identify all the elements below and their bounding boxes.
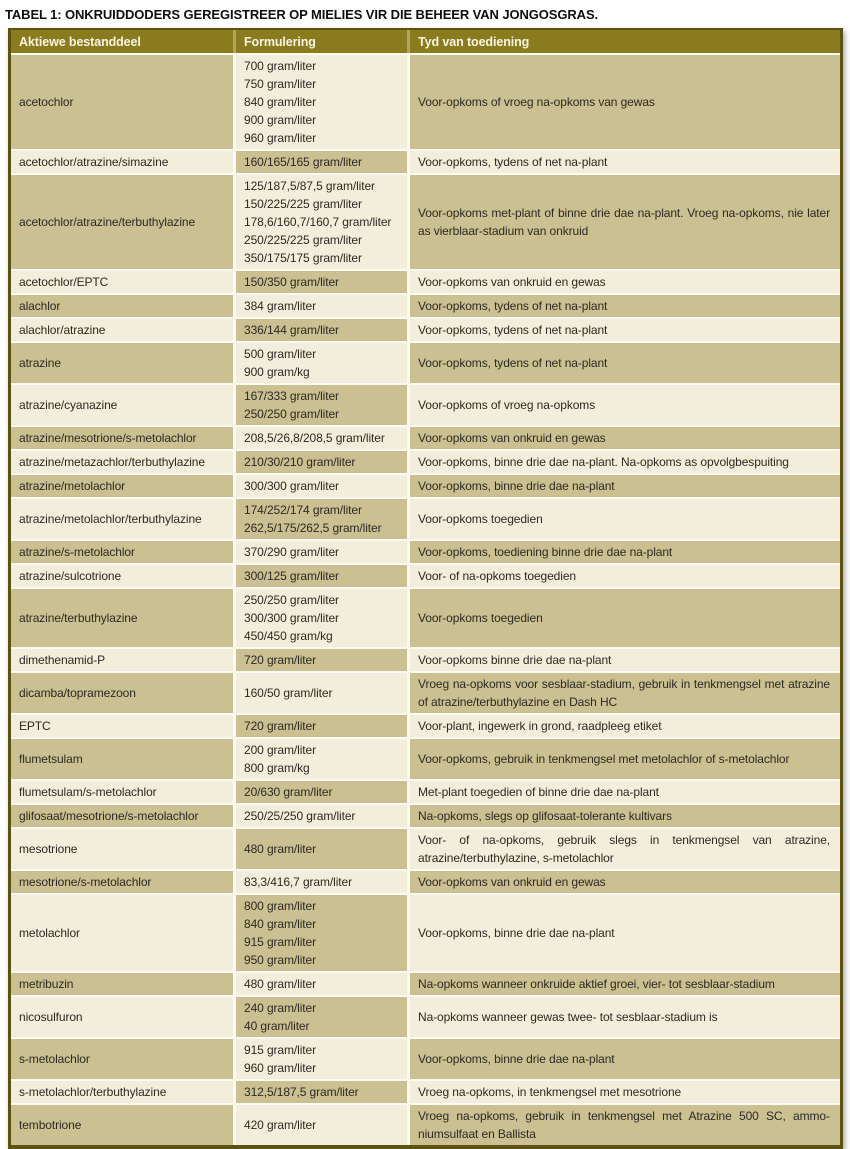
table-row bbox=[11, 827, 840, 869]
formulation-cell bbox=[233, 647, 407, 671]
formulation-line: 83,3/416,7 gram/liter bbox=[244, 875, 352, 889]
formulation-line: 915 gram/liter bbox=[244, 935, 316, 949]
formulation-cell bbox=[233, 827, 407, 869]
active-ingredient-cell: flumetsulam bbox=[11, 737, 233, 779]
table-row bbox=[11, 539, 840, 563]
table-body bbox=[11, 53, 840, 1145]
timing-cell: Voor-opkoms of vroeg na-opkoms van gewas bbox=[407, 53, 840, 149]
active-ingredient-cell: alachlor/atrazine bbox=[11, 317, 233, 341]
active-ingredient-cell: dicamba/topramezoon bbox=[11, 671, 233, 713]
table-row bbox=[11, 779, 840, 803]
formulation-line: 960 gram/liter bbox=[244, 1061, 316, 1075]
timing-cell: Voor-opkoms met-plant of binne drie dae na-plant. Vroeg na-opkoms, nie later as vierblaar-stadium van onkruid bbox=[407, 173, 840, 269]
table-row bbox=[11, 1079, 840, 1103]
active-ingredient-cell: atrazine bbox=[11, 341, 233, 383]
active-ingredient-cell: EPTC bbox=[11, 713, 233, 737]
formulation-line: 40 gram/liter bbox=[244, 1019, 310, 1033]
active-ingredient-cell: acetochlor bbox=[11, 53, 233, 149]
active-ingredient-cell: mesotrione/s-metolachlor bbox=[11, 869, 233, 893]
formulation-line: 900 gram/kg bbox=[244, 365, 310, 379]
formulation-cell bbox=[233, 737, 407, 779]
formulation-line: 750 gram/liter bbox=[244, 77, 316, 91]
formulation-cell bbox=[233, 149, 407, 173]
table-row bbox=[11, 803, 840, 827]
active-ingredient-cell: acetochlor/EPTC bbox=[11, 269, 233, 293]
formulation-line: 250/250 gram/liter bbox=[244, 407, 339, 421]
formulation-line: 336/144 gram/liter bbox=[244, 323, 339, 337]
timing-cell: Voor-opkoms, binne drie dae na-plant bbox=[407, 473, 840, 497]
timing-cell: Voor-opkoms, gebruik in tenkmengsel met metolachlor of s-metolachlor bbox=[407, 737, 840, 779]
active-ingredient-cell: acetochlor/atrazine/simazine bbox=[11, 149, 233, 173]
table-row bbox=[11, 317, 840, 341]
active-ingredient-cell: s-metolachlor/terbuthylazine bbox=[11, 1079, 233, 1103]
table-row bbox=[11, 971, 840, 995]
timing-cell: Vroeg na-opkoms, gebruik in tenkmengsel met Atrazine 500 SC, ammoniumsulfaat en Ballista bbox=[407, 1103, 840, 1145]
table-row bbox=[11, 671, 840, 713]
timing-cell: Vroeg na-opkoms voor sesblaar-stadium, gebruik in tenkmengsel met atrazine of atrazine/terbuthylazine en Dash HC bbox=[407, 671, 840, 713]
formulation-cell bbox=[233, 341, 407, 383]
formulation-cell bbox=[233, 539, 407, 563]
formulation-cell bbox=[233, 269, 407, 293]
formulation-cell bbox=[233, 449, 407, 473]
active-ingredient-cell: atrazine/terbuthylazine bbox=[11, 587, 233, 647]
formulation-line: 450/450 gram/kg bbox=[244, 629, 333, 643]
formulation-line: 208,5/26,8/208,5 gram/liter bbox=[244, 431, 385, 445]
active-ingredient-cell: atrazine/metolachlor bbox=[11, 473, 233, 497]
formulation-line: 262,5/175/262,5 gram/liter bbox=[244, 521, 382, 535]
formulation-cell bbox=[233, 53, 407, 149]
table-row bbox=[11, 449, 840, 473]
timing-cell: Voor-plant, ingewerk in grond, raadpleeg etiket bbox=[407, 713, 840, 737]
table-row bbox=[11, 869, 840, 893]
formulation-cell bbox=[233, 425, 407, 449]
formulation-line: 250/250 gram/liter bbox=[244, 593, 339, 607]
timing-cell: Vroeg na-opkoms, in tenkmengsel met mesotrione bbox=[407, 1079, 840, 1103]
table-row bbox=[11, 269, 840, 293]
formulation-line: 240 gram/liter bbox=[244, 1001, 316, 1015]
page-title: TABEL 1: ONKRUIDDODERS GEREGISTREER OP MIELIES VIR DIE BEHEER VAN JONGOSGRAS. bbox=[5, 7, 599, 22]
timing-cell: Voor-opkoms binne drie dae na-plant bbox=[407, 647, 840, 671]
active-ingredient-cell: dimethenamid-P bbox=[11, 647, 233, 671]
table-row bbox=[11, 995, 840, 1037]
table-row bbox=[11, 473, 840, 497]
formulation-cell bbox=[233, 1103, 407, 1145]
formulation-cell bbox=[233, 1079, 407, 1103]
active-ingredient-cell: atrazine/s-metolachlor bbox=[11, 539, 233, 563]
formulation-cell bbox=[233, 869, 407, 893]
formulation-line: 250/225/225 gram/liter bbox=[244, 233, 362, 247]
formulation-cell bbox=[233, 713, 407, 737]
formulation-line: 500 gram/liter bbox=[244, 347, 316, 361]
formulation-line: 167/333 gram/liter bbox=[244, 389, 339, 403]
timing-cell: Met-plant toegedien of binne drie dae na-plant bbox=[407, 779, 840, 803]
table-row bbox=[11, 1037, 840, 1079]
timing-cell: Voor-opkoms, binne drie dae na-plant bbox=[407, 893, 840, 971]
table-row bbox=[11, 893, 840, 971]
page bbox=[0, 7, 850, 1141]
table-row bbox=[11, 53, 840, 149]
table-row bbox=[11, 149, 840, 173]
timing-cell: Voor-opkoms van onkruid en gewas bbox=[407, 269, 840, 293]
table-frame bbox=[8, 28, 843, 1149]
formulation-line: 174/252/174 gram/liter bbox=[244, 503, 362, 517]
active-ingredient-cell: flumetsulam/s-metolachlor bbox=[11, 779, 233, 803]
timing-cell: Voor-opkoms van onkruid en gewas bbox=[407, 425, 840, 449]
active-ingredient-cell: atrazine/sulcotrione bbox=[11, 563, 233, 587]
active-ingredient-cell: glifosaat/mesotrione/s-metolachlor bbox=[11, 803, 233, 827]
herbicide-table bbox=[11, 30, 840, 1145]
column-header-timing: Tyd van toediening bbox=[407, 30, 840, 53]
timing-cell: Voor-opkoms, tydens of net na-plant bbox=[407, 149, 840, 173]
formulation-line: 300/300 gram/liter bbox=[244, 611, 339, 625]
formulation-cell bbox=[233, 293, 407, 317]
formulation-line: 200 gram/liter bbox=[244, 743, 316, 757]
active-ingredient-cell: atrazine/cyanazine bbox=[11, 383, 233, 425]
active-ingredient-cell: metolachlor bbox=[11, 893, 233, 971]
formulation-line: 384 gram/liter bbox=[244, 299, 316, 313]
column-header-formulation: Formulering bbox=[233, 30, 407, 53]
timing-cell: Voor- of na-opkoms, gebruik slegs in tenkmengsel van atrazine, atrazine/terbuthylazine, s-metolachlor bbox=[407, 827, 840, 869]
table-row bbox=[11, 647, 840, 671]
formulation-cell bbox=[233, 587, 407, 647]
timing-cell: Voor-opkoms, binne drie dae na-plant bbox=[407, 1037, 840, 1079]
table-row bbox=[11, 383, 840, 425]
formulation-cell bbox=[233, 995, 407, 1037]
formulation-cell bbox=[233, 1037, 407, 1079]
timing-cell: Voor-opkoms, binne drie dae na-plant. Na-opkoms as opvolgbespuiting bbox=[407, 449, 840, 473]
timing-cell: Voor-opkoms toegedien bbox=[407, 587, 840, 647]
formulation-line: 150/225/225 gram/liter bbox=[244, 197, 362, 211]
formulation-cell bbox=[233, 383, 407, 425]
formulation-line: 480 gram/liter bbox=[244, 977, 316, 991]
active-ingredient-cell: metribuzin bbox=[11, 971, 233, 995]
formulation-line: 840 gram/liter bbox=[244, 95, 316, 109]
timing-cell: Na-opkoms wanneer onkruide aktief groei, vier- tot sesblaar-stadium bbox=[407, 971, 840, 995]
table-row bbox=[11, 713, 840, 737]
formulation-line: 210/30/210 gram/liter bbox=[244, 455, 356, 469]
timing-cell: Voor-opkoms, tydens of net na-plant bbox=[407, 317, 840, 341]
table-row bbox=[11, 173, 840, 269]
formulation-line: 950 gram/liter bbox=[244, 953, 316, 967]
formulation-cell bbox=[233, 563, 407, 587]
table-row bbox=[11, 1103, 840, 1145]
formulation-line: 20/630 gram/liter bbox=[244, 785, 333, 799]
formulation-line: 800 gram/kg bbox=[244, 761, 310, 775]
formulation-cell bbox=[233, 803, 407, 827]
timing-cell: Voor-opkoms, toediening binne drie dae na-plant bbox=[407, 539, 840, 563]
formulation-cell bbox=[233, 473, 407, 497]
table-row bbox=[11, 293, 840, 317]
formulation-line: 800 gram/liter bbox=[244, 899, 316, 913]
formulation-cell bbox=[233, 317, 407, 341]
formulation-line: 350/175/175 gram/liter bbox=[244, 251, 362, 265]
formulation-line: 700 gram/liter bbox=[244, 59, 316, 73]
formulation-line: 420 gram/liter bbox=[244, 1118, 316, 1132]
timing-cell: Voor-opkoms of vroeg na-opkoms bbox=[407, 383, 840, 425]
active-ingredient-cell: nicosulfuron bbox=[11, 995, 233, 1037]
active-ingredient-cell: atrazine/mesotrione/s-metolachlor bbox=[11, 425, 233, 449]
formulation-line: 125/187,5/87,5 gram/liter bbox=[244, 179, 375, 193]
table-header-row bbox=[11, 30, 840, 53]
formulation-cell bbox=[233, 671, 407, 713]
formulation-line: 300/125 gram/liter bbox=[244, 569, 339, 583]
active-ingredient-cell: alachlor bbox=[11, 293, 233, 317]
formulation-cell bbox=[233, 173, 407, 269]
table-row bbox=[11, 341, 840, 383]
table-row bbox=[11, 425, 840, 449]
formulation-line: 900 gram/liter bbox=[244, 113, 316, 127]
table-row bbox=[11, 497, 840, 539]
formulation-line: 915 gram/liter bbox=[244, 1043, 316, 1057]
active-ingredient-cell: atrazine/metolachlor/terbuthylazine bbox=[11, 497, 233, 539]
formulation-cell bbox=[233, 971, 407, 995]
timing-cell: Voor-opkoms, tydens of net na-plant bbox=[407, 341, 840, 383]
formulation-line: 720 gram/liter bbox=[244, 719, 316, 733]
formulation-line: 150/350 gram/liter bbox=[244, 275, 339, 289]
formulation-line: 312,5/187,5 gram/liter bbox=[244, 1085, 359, 1099]
formulation-line: 370/290 gram/liter bbox=[244, 545, 339, 559]
timing-cell: Na-opkoms wanneer gewas twee- tot sesblaar-stadium is bbox=[407, 995, 840, 1037]
formulation-line: 250/25/250 gram/liter bbox=[244, 809, 356, 823]
formulation-line: 960 gram/liter bbox=[244, 131, 316, 145]
active-ingredient-cell: s-metolachlor bbox=[11, 1037, 233, 1079]
table-row bbox=[11, 563, 840, 587]
active-ingredient-cell: atrazine/metazachlor/terbuthylazine bbox=[11, 449, 233, 473]
formulation-line: 300/300 gram/liter bbox=[244, 479, 339, 493]
formulation-line: 160/165/165 gram/liter bbox=[244, 155, 362, 169]
column-header-active-ingredient: Aktiewe bestanddeel bbox=[11, 30, 233, 53]
formulation-line: 720 gram/liter bbox=[244, 653, 316, 667]
timing-cell: Voor-opkoms van onkruid en gewas bbox=[407, 869, 840, 893]
formulation-line: 160/50 gram/liter bbox=[244, 686, 333, 700]
formulation-line: 178,6/160,7/160,7 gram/liter bbox=[244, 215, 392, 229]
timing-cell: Voor-opkoms, tydens of net na-plant bbox=[407, 293, 840, 317]
formulation-cell bbox=[233, 497, 407, 539]
formulation-cell bbox=[233, 893, 407, 971]
active-ingredient-cell: acetochlor/atrazine/terbuthylazine bbox=[11, 173, 233, 269]
table-row bbox=[11, 587, 840, 647]
table-row bbox=[11, 737, 840, 779]
active-ingredient-cell: tembotrione bbox=[11, 1103, 233, 1145]
timing-cell: Voor- of na-opkoms toegedien bbox=[407, 563, 840, 587]
formulation-cell bbox=[233, 779, 407, 803]
timing-cell: Voor-opkoms toegedien bbox=[407, 497, 840, 539]
timing-cell: Na-opkoms, slegs op glifosaat-tolerante kultivars bbox=[407, 803, 840, 827]
formulation-line: 840 gram/liter bbox=[244, 917, 316, 931]
active-ingredient-cell: mesotrione bbox=[11, 827, 233, 869]
formulation-line: 480 gram/liter bbox=[244, 842, 316, 856]
